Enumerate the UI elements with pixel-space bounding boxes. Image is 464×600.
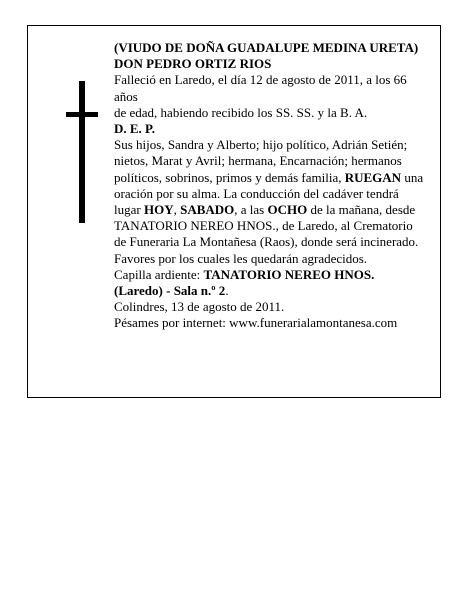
comma-separator: ,	[173, 202, 181, 218]
cross-icon	[66, 81, 98, 223]
time-text: , a las	[234, 202, 268, 218]
ruegan-word: RUEGAN	[344, 169, 402, 185]
death-announcement: Falleció en Laredo, el día 12 de agosto de 2011, a los 66 años	[114, 72, 407, 104]
chapel-location: TANATORIO NEREO HNOS. (Laredo) - Sala n.º 2	[114, 266, 375, 299]
hoy-word: HOY	[143, 202, 174, 218]
chapel-label: Capilla ardiente:	[114, 266, 204, 282]
dep-label: D. E. P.	[114, 121, 156, 137]
family-paragraph	[114, 137, 424, 267]
prayer-text: una oración por su alma. La conducción del cadáver tendrá lugar	[114, 169, 424, 218]
widower-heading: (VIUDO DE DOÑA GUADALUPE MEDINA URETA)	[114, 40, 419, 55]
cremation-text: de la mañana, desde TANATORIO NEREO HNOS., de Laredo, al Crematorio de Funeraria La Montañesa (Raos), donde será incinerado. Favores por los cuales les quedarán agradecidos.	[114, 202, 419, 266]
place-date: Colindres, 13 de agosto de 2011.	[114, 299, 285, 315]
chapel-line	[114, 267, 424, 299]
obituary-text	[114, 40, 424, 332]
condolences-line: Pésames por internet: www.funerarialamontanesa.com	[114, 315, 398, 331]
death-announcement-continued: de edad, habiendo recibido los SS. SS. y la B. A.	[114, 104, 368, 120]
ocho-word: OCHO	[267, 202, 308, 218]
family-list: Sus hijos, Sandra y Alberto; hijo político, Adrián Setién; nietos, Marat y Avril; hermana, Encarnación; hermanos políticos, sobrinos, primos y demás familia,	[114, 137, 408, 185]
sabado-word: SABADO	[180, 202, 235, 218]
deceased-name: DON PEDRO ORTIZ RIOS	[114, 56, 272, 72]
chapel-period: .	[225, 283, 229, 299]
